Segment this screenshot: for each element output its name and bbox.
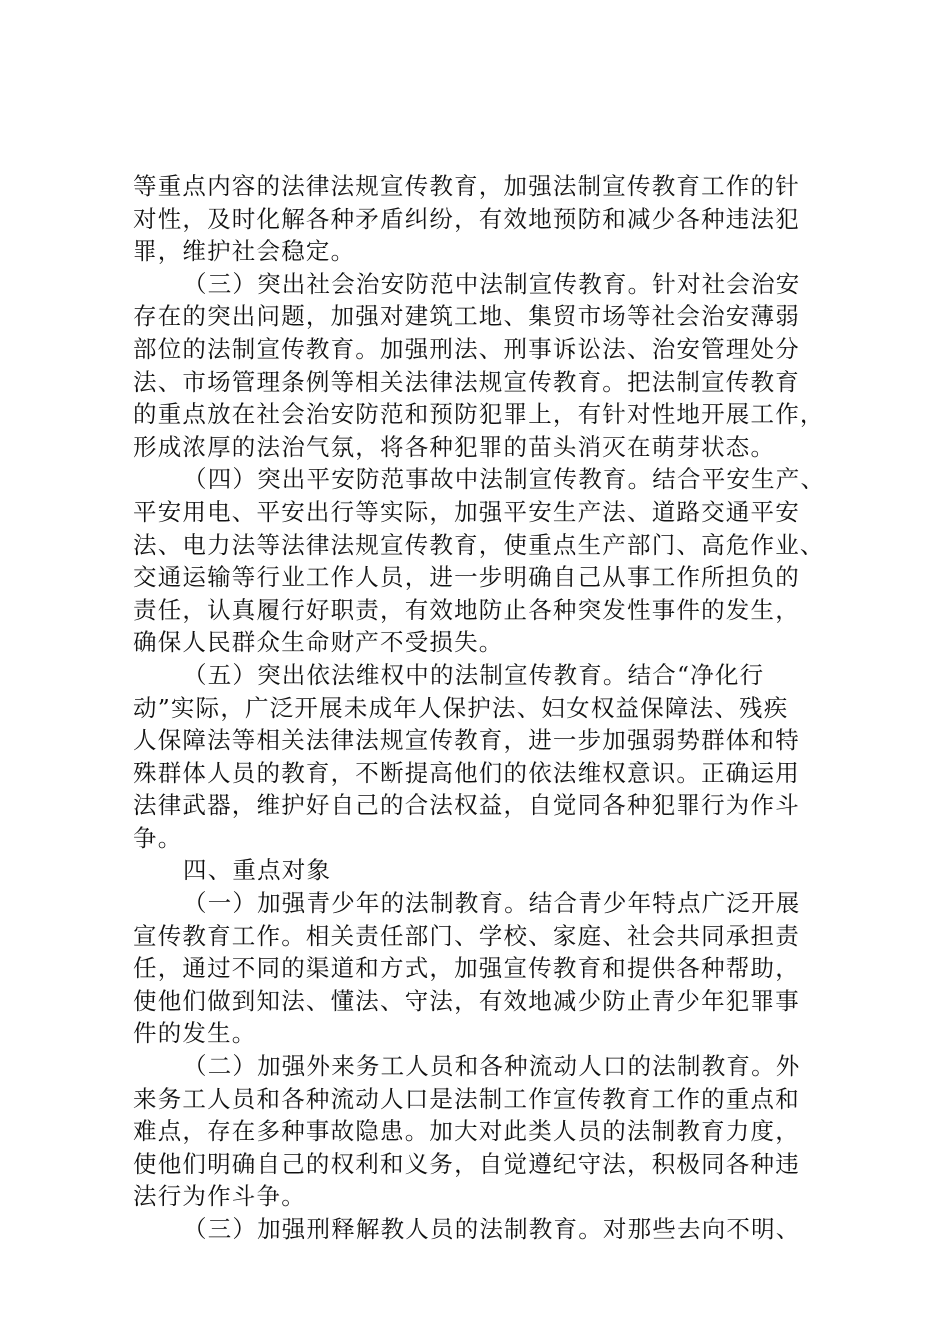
text-line: 形成浓厚的法治气氛，将各种犯罪的苗头消灭在萌芽状态。	[133, 432, 776, 461]
text-line: 使他们明确自己的权利和义务，自觉遵纪守法，积极同各种违	[133, 1149, 800, 1178]
text-line: 法律武器，维护好自己的合法权益，自觉同各种犯罪行为作斗	[133, 791, 800, 820]
paragraph-first-line: （五）突出依法维权中的法制宣传教育。结合“净化行	[183, 660, 765, 689]
document-body	[133, 170, 839, 1246]
text-line: 存在的突出问题，加强对建筑工地、集贸市场等社会治安薄弱	[133, 302, 800, 331]
paragraph-first-line: （一）加强青少年的法制教育。结合青少年特点广泛开展	[183, 889, 801, 918]
paragraph-first-line: （二）加强外来务工人员和各种流动人口的法制教育。外	[183, 1052, 801, 1081]
text-line: 法、电力法等法律法规宣传教育，使重点生产部门、高危作业、	[133, 530, 825, 559]
text-line: 人保障法等相关法律法规宣传教育，进一步加强弱势群体和特	[133, 726, 800, 755]
text-line: 的重点放在社会治安防范和预防犯罪上，有针对性地开展工作，	[133, 400, 825, 429]
text-line: 来务工人员和各种流动人口是法制工作宣传教育工作的重点和	[133, 1084, 800, 1113]
text-line: 责任，认真履行好职责，有效地防止各种突发性事件的发生，	[133, 595, 800, 624]
text-line: 宣传教育工作。相关责任部门、学校、家庭、社会共同承担责	[133, 921, 800, 950]
text-line: 对性，及时化解各种矛盾纠纷，有效地预防和减少各种违法犯	[133, 204, 800, 233]
paragraph-first-line: （三）加强刑释解教人员的法制教育。对那些去向不明、	[183, 1215, 801, 1243]
text-line: 法、市场管理条例等相关法律法规宣传教育。把法制宣传教育	[133, 367, 800, 396]
paragraph-first-line: （四）突出平安防范事故中法制宣传教育。结合平安生产、	[183, 465, 826, 494]
paragraph-first-line: 四、重点对象	[183, 856, 332, 885]
text-line: 法行为作斗争。	[133, 1182, 306, 1211]
text-line: 部位的法制宣传教育。加强刑法、刑事诉讼法、治安管理处分	[133, 334, 800, 363]
text-line: 任，通过不同的渠道和方式，加强宣传教育和提供各种帮助，	[133, 954, 800, 983]
text-line: 争。	[133, 823, 183, 852]
text-line: 交通运输等行业工作人员，进一步明确自己从事工作所担负的	[133, 563, 800, 592]
text-line: 罪，维护社会稳定。	[133, 237, 356, 266]
text-line: 件的发生。	[133, 1019, 257, 1048]
text-line: 平安用电、平安出行等实际，加强平安生产法、道路交通平安	[133, 497, 800, 526]
paragraph-first-line: （三）突出社会治安防范中法制宣传教育。针对社会治安	[183, 269, 801, 298]
text-line: 动”实际，广泛开展未成年人保护法、妇女权益保障法、残疾	[133, 693, 789, 722]
text-line: 使他们做到知法、懂法、守法，有效地减少防止青少年犯罪事	[133, 986, 800, 1015]
text-line: 难点，存在多种事故隐患。加大对此类人员的法制教育力度，	[133, 1117, 800, 1146]
text-line: 殊群体人员的教育，不断提高他们的依法维权意识。正确运用	[133, 758, 800, 787]
text-line: 确保人民群众生命财产不受损失。	[133, 628, 504, 657]
text-line: 等重点内容的法律法规宣传教育，加强法制宣传教育工作的针	[133, 172, 800, 200]
